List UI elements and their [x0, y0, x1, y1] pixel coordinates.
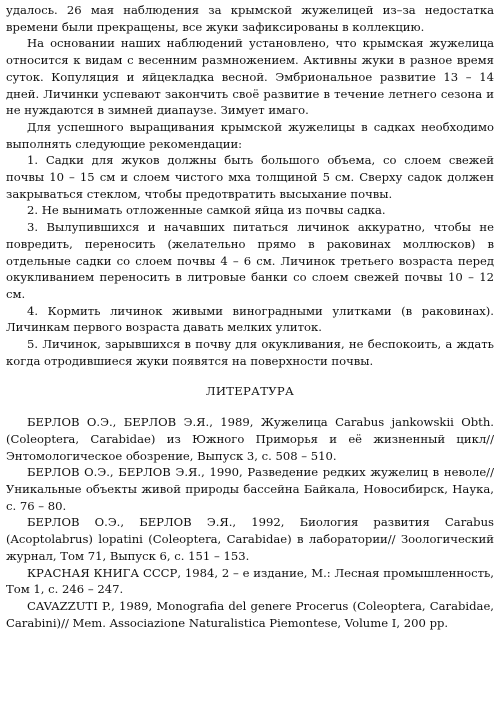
recommendations-intro: Для успешного выращивания крымской жужелицы в садках необходимо выполнять следующие рекомендации: — [6, 119, 494, 151]
recommendation-item: 4. Кормить личинок живыми виноградными улитками (в раковинах). Личинкам первого возраста давать мелких улиток. — [6, 303, 494, 335]
literature-heading: ЛИТЕРАТУРА — [205, 384, 295, 399]
recommendation-item: 5. Личинок, зарывшихся в почву для окукливания, не беспокоить, а ждать когда отродившиеся жуки появятся на поверхности почвы. — [6, 337, 494, 368]
reference-item: КРАСНАЯ КНИГА СССР, 1984, 2 – е издание, М.: Лесная промышленность, Том 1, с. 246 – 247. — [6, 565, 494, 597]
intro-paragraph: удалось. 26 мая наблюдения за крымской жужелицей из–за недостатка времени были прекращены, все жуки зафиксированы в коллекцию. — [6, 3, 494, 34]
reference-item: БЕРЛОВ О.Э., БЕРЛОВ Э.Я., 1992, Биология развития Carabus (Acoptolabrus) lopatini (Coleoptera, Carabidae) в лаборатории// Зоологический журнал, Том 71, Выпуск 6, с. 151 – 153. — [6, 515, 494, 563]
findings-paragraph: На основании наших наблюдений установлено, что крымская жужелица относится к видам с весенним размножением. Активны жуки в разное время суток. Копуляция и яйцекладка весной. Эмбриональное развитие 13 – 14 дней. Личинки успевают закончить своё развитие в течение летнего сезона и не нуждаются в зимней диапаузе. Зимует имаго. — [6, 36, 494, 118]
document-page — [6, 2, 494, 631]
recommendation-item: 1. Садки для жуков должны быть большого объема, со слоем свежей почвы 10 – 15 см и слоем чистого мха толщиной 5 см. Сверху садок должен закрываться стеклом, чтобы предотвратить высыхание почвы. — [6, 153, 494, 201]
recommendation-item: 3. Вылупившихся и начавших питаться личинок аккуратно, чтобы не повредить, переносить (желательно прямо в раковинах моллюсков) в отдельные садки со слоем почвы 4 – 6 см. Личинок третьего возраста перед окукливанием переносить в литровые банки со слоем свежей почвы 10 – 12 см. — [6, 220, 494, 301]
section-gap — [6, 369, 494, 383]
section-gap — [6, 400, 494, 414]
recommendation-item: 2. Не вынимать отложенные самкой яйца из почвы садка. — [27, 203, 386, 218]
reference-item: БЕРЛОВ О.Э., БЕРЛОВ Э.Я., 1990, Разведение редких жужелиц в неволе// Уникальные объекты живой природы бассейна Байкала, Новосибирск, Наука, с. 76 – 80. — [6, 465, 494, 513]
reference-item: CAVAZZUTI P., 1989, Monografia del genere Procerus (Coleoptera, Carabidae, Carabini)// Mem. Associazione Naturalistica Piemontese, Volume I, 200 pp. — [6, 598, 494, 630]
reference-item: БЕРЛОВ О.Э., БЕРЛОВ Э.Я., 1989, Жужелица Carabus jankowskii Obth. (Coleoptera, Carabidae) из Южного Приморья и её жизненный цикл// Энтомологическое обозрение, Выпуск 3, с. 508 – 510. — [6, 415, 494, 463]
